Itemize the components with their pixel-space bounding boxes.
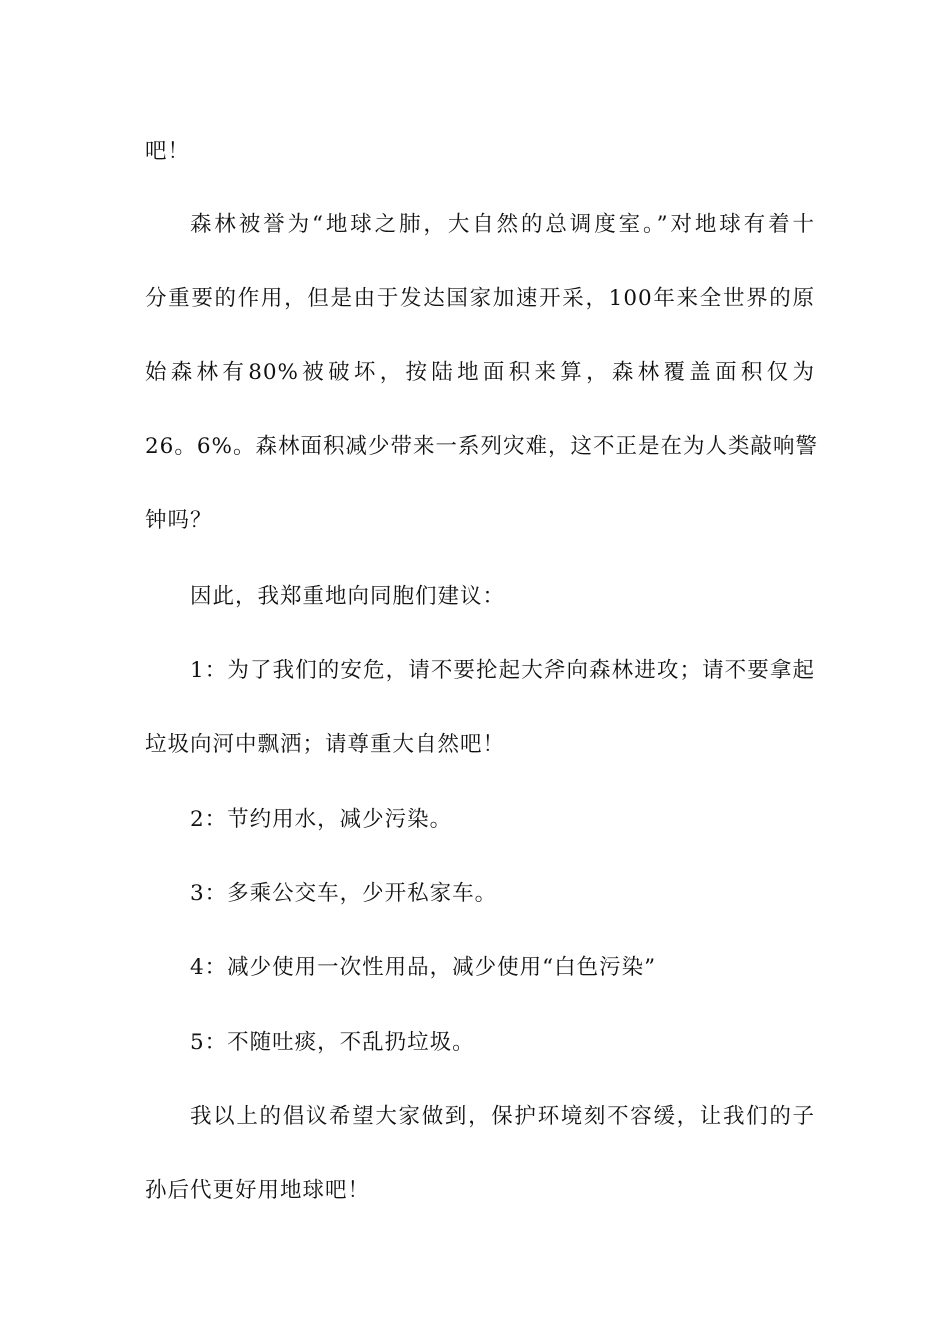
text-line-12: 4：减少使用一次性用品，减少使用“白色污染” <box>190 955 657 980</box>
text-line-1: 吧！ <box>145 139 191 164</box>
text-line-9: 垃圾向河中飘洒；请尊重大自然吧！ <box>145 732 506 757</box>
text-line-7: 因此，我郑重地向同胞们建议： <box>190 584 506 609</box>
text-line-2: 森林被誉为“地球之肺，大自然的总调度室。”对地球有着十 <box>190 212 815 237</box>
text-line-5: 26。6%。森林面积减少带来一系列灾难，这不正是在为人类敲响警 <box>145 434 818 459</box>
text-line-3: 分重要的作用，但是由于发达国家加速开采，100年来全世界的原 <box>145 286 815 311</box>
text-line-10: 2：节约用水，减少污染。 <box>190 807 453 832</box>
text-line-15: 孙后代更好用地球吧！ <box>145 1178 371 1203</box>
text-line-8: 1：为了我们的安危，请不要抡起大斧向森林进攻；请不要拿起 <box>190 658 815 683</box>
text-line-11: 3：多乘公交车，少开私家车。 <box>190 881 498 906</box>
text-line-14: 我以上的倡议希望大家做到，保护环境刻不容缓，让我们的子 <box>190 1104 815 1129</box>
text-line-4: 始森林有80%被破坏，按陆地面积来算，森林覆盖面积仅为 <box>145 360 815 385</box>
text-line-6: 钟吗？ <box>145 508 213 533</box>
text-line-13: 5：不随吐痰，不乱扔垃圾。 <box>190 1030 475 1055</box>
